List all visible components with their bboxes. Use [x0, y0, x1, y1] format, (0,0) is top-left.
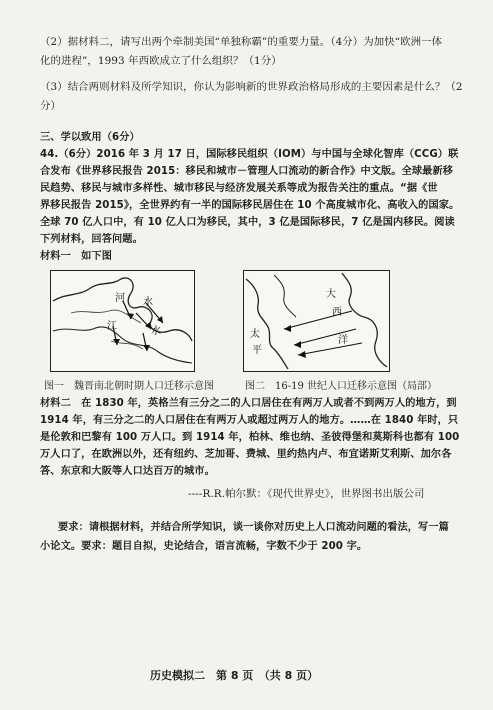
q44-line-5: 全球 70 亿人口中，有 10 亿人口为移民，其中，3 亿是国际移民，7 亿是国内移民。阅读	[40, 217, 455, 228]
material-2-source: ----R.R.帕尔默：《现代世界史》，世界图书出版公司	[188, 488, 425, 500]
material-2-line-5: 答、东京和大阪等人口达百万的城市。	[40, 466, 215, 477]
map-wei-jin-svg	[51, 271, 194, 371]
map-atlantic-svg	[244, 271, 389, 371]
q3-line-1: （3）结合两则材料及所学知识，你认为影响新的世界政治格局形成的主要因素是什么？（2	[40, 81, 463, 93]
q2-line-2: 化的进程”，1993 年西欧成立了什么组织？（1分）	[40, 55, 282, 67]
map-16-19-century-migration	[243, 270, 390, 372]
page-footer: 历史模拟二 第 8 页 （共 8 页）	[150, 669, 319, 682]
map2-label-yang: 洋	[338, 335, 348, 346]
material-2-line-3: 是伦敦和巴黎有 100 万人口。到 1914 年，柏林、维也纳、圣彼得堡和莫斯科也都有 100	[40, 432, 460, 443]
map2-label-xi: 西	[332, 307, 342, 318]
figure-2-caption: 图二 16-19 世纪人口迁移示意图（局部）	[245, 381, 438, 392]
map2-label-da: 大	[326, 289, 336, 300]
map1-label-he: 河	[115, 293, 125, 304]
q44-line-4: 界移民报告 2015》，全世界约有一半的国际移民居住在 10 个高度城市化、高收入的国家。	[40, 200, 460, 211]
map2-label-tai: 太	[250, 329, 260, 340]
requirement-line-2: 小论文。要求：题目自拟，史论结合，语言流畅，字数不少于 200 字。	[40, 541, 368, 552]
section-heading: 三、学以致用（6分）	[40, 132, 140, 143]
map-wei-jin-migration	[50, 270, 195, 372]
map1-label-shui-2: 水	[151, 326, 161, 337]
q44-line-2: 合发布《世界移民报告 2015：移民和城市－管理人口流动的新合作》中文版。全球最新移	[40, 166, 454, 177]
material-2-line-2: 1914 年，有三分之二的人口居住在有两万人或超过两万人的地方。……在 1840 年时，只	[40, 415, 459, 426]
map2-label-ping: 平	[252, 345, 262, 356]
q2-line-1: （2）据材料二，请写出两个牵制美国“单独称霸”的重要力量。（4分）为加快“欧洲一体	[40, 36, 443, 48]
q3-line-2: 分）	[40, 100, 61, 112]
q44-line-1: 44.（6分）2016 年 3 月 17 日，国际移民组织（IOM）与中国与全球化智库（CCG）联	[40, 149, 459, 160]
map1-label-shui-1: 水	[143, 297, 153, 308]
material-1-label: 材料一 如下图	[40, 251, 113, 262]
material-2-line-4: 万人口了，在欧洲以外，还有纽约、芝加哥、费城、里约热内卢、布宜诺斯艾利斯、加尔各	[40, 449, 452, 460]
map1-label-jiang: 江	[107, 321, 117, 332]
requirement-line-1: 要求：请根据材料，并结合所学知识，谈一谈你对历史上人口流动问题的看法，写一篇	[58, 522, 449, 533]
material-2-line-1: 材料二 在 1830 年，英格兰有三分之二的人口居住在有两万人或者不到两万人的地方，到	[40, 398, 457, 409]
q44-line-3: 民趋势、移民与城市多样性、城市移民与经济发展关系等成为报告关注的重点。“据《世	[40, 183, 438, 194]
q44-line-6: 下列材料，回答问题。	[40, 234, 143, 245]
figure-1-caption: 图一 魏晋南北朝时期人口迁移示意图	[44, 381, 214, 392]
